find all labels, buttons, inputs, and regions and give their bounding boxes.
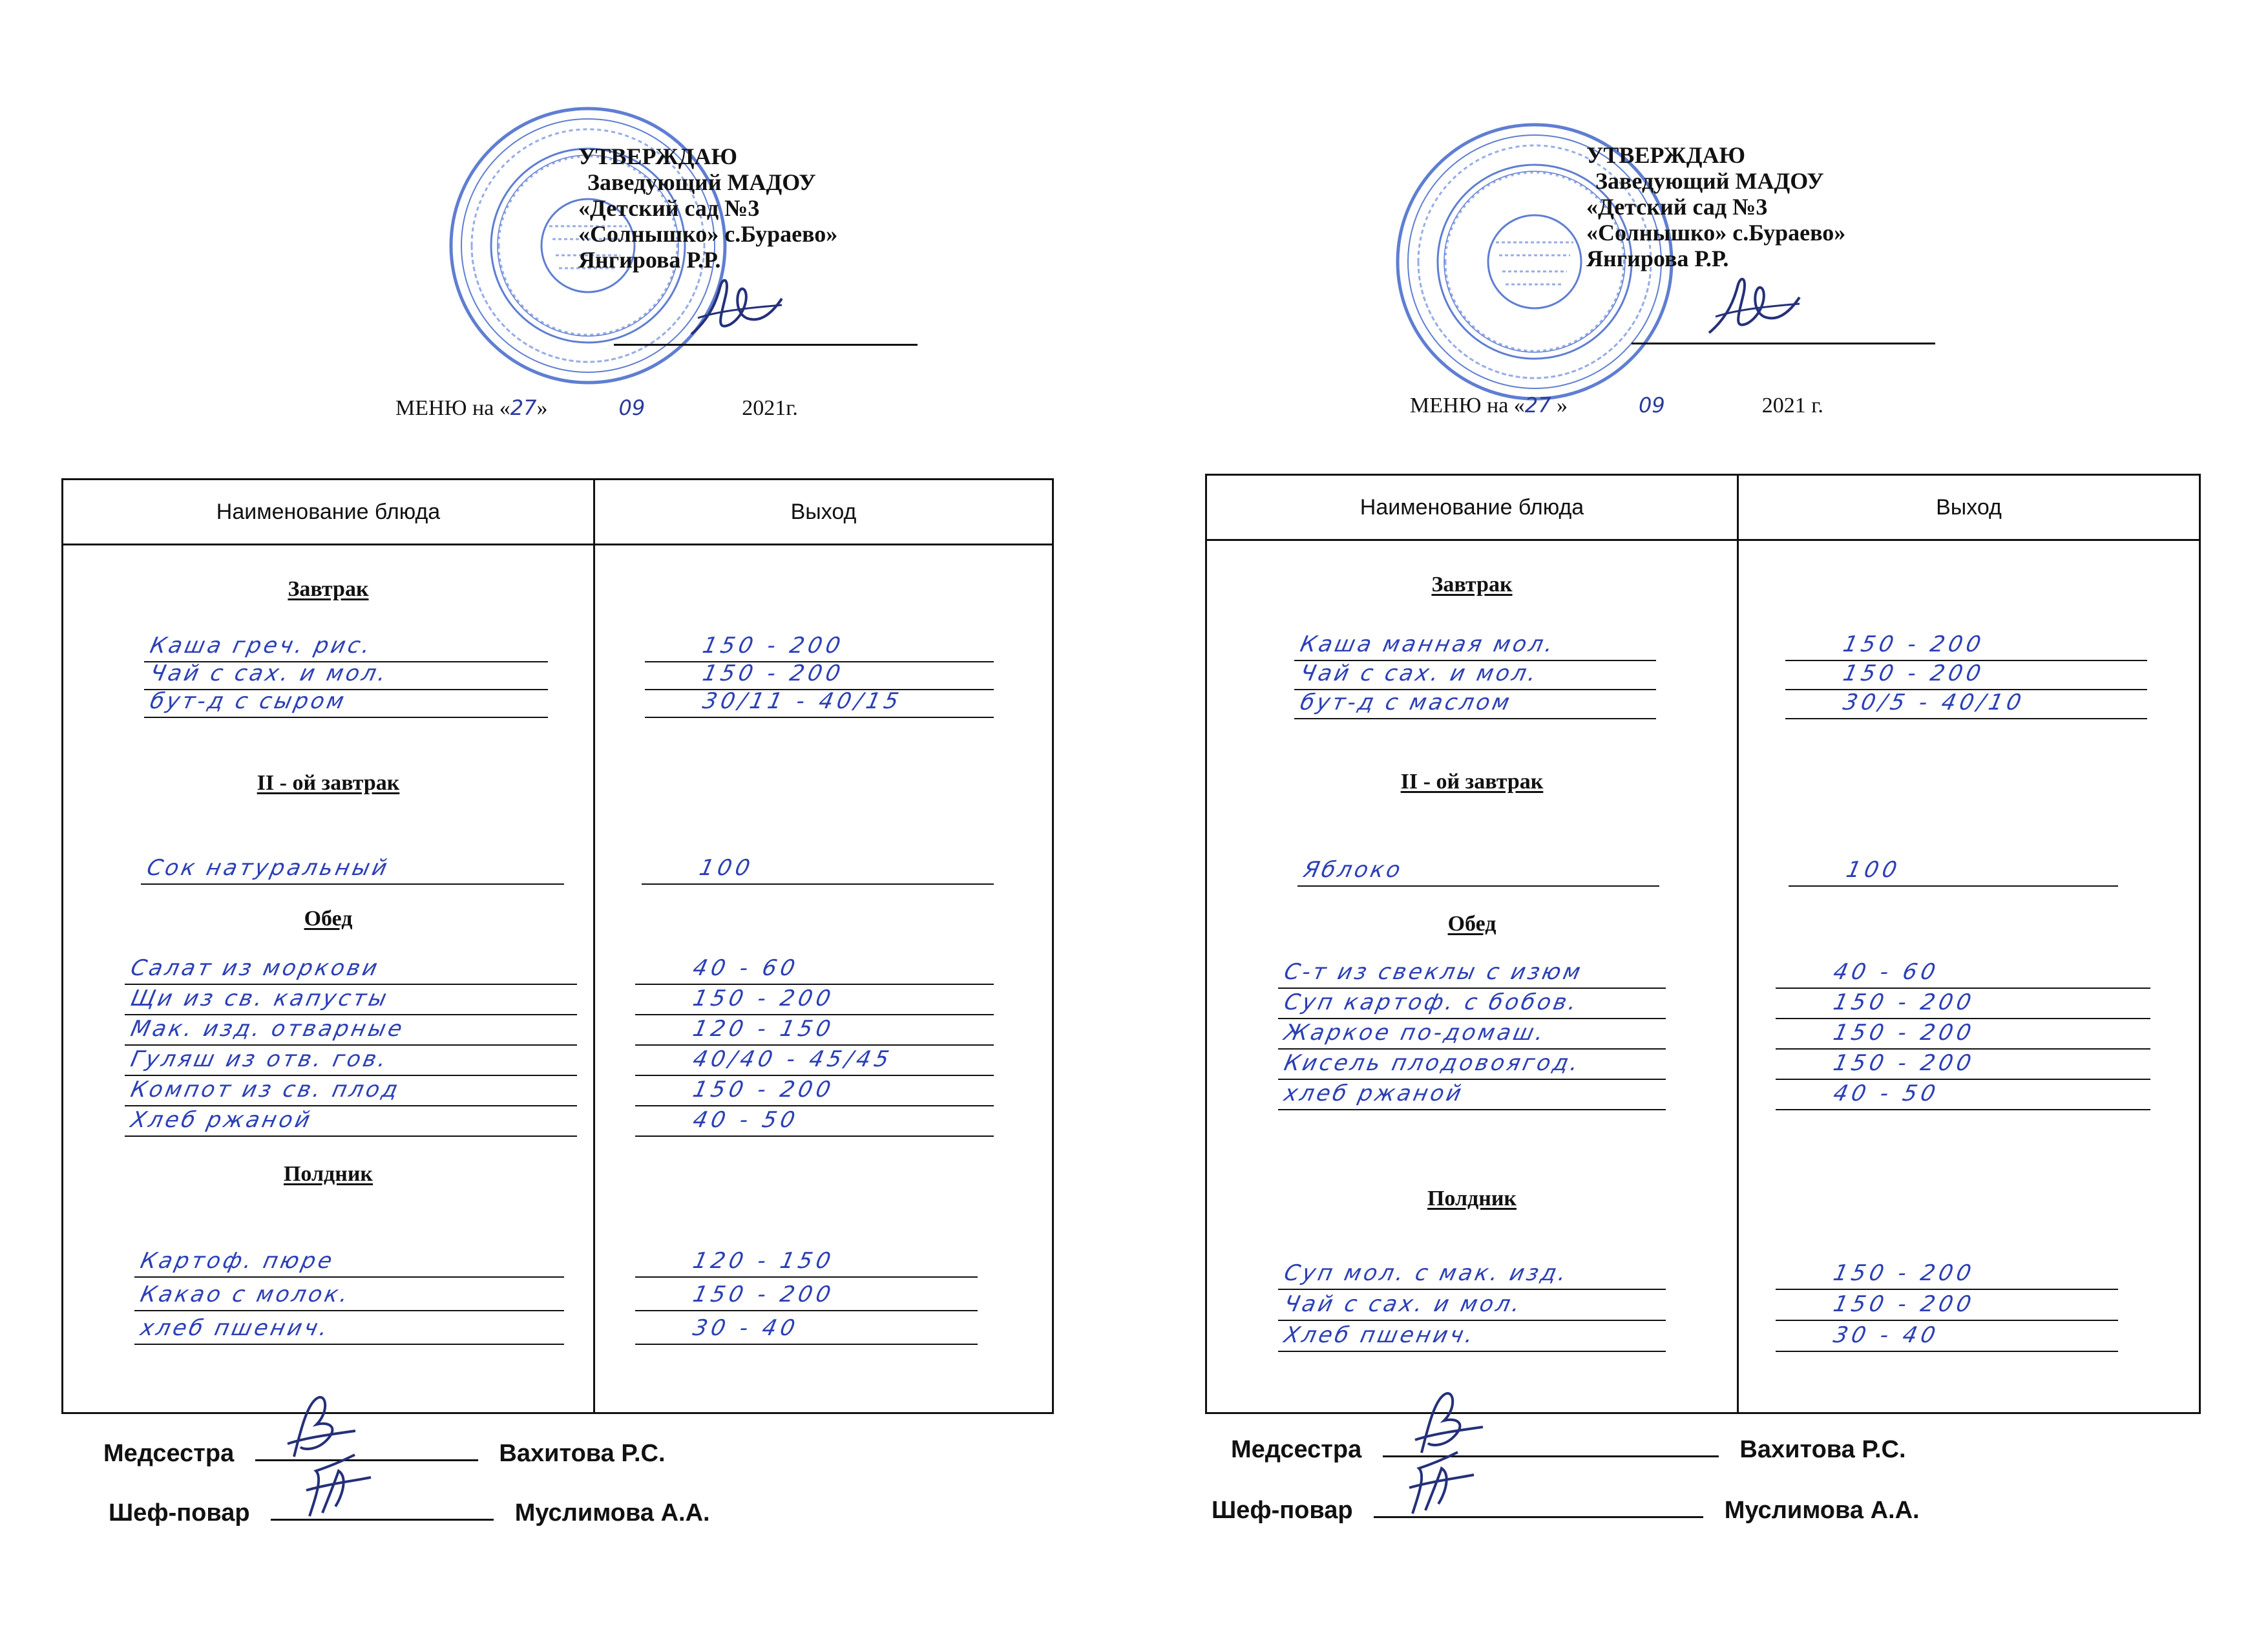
dish-output-row — [635, 1315, 978, 1345]
dish-output: 120 - 150 — [690, 1248, 837, 1274]
section-title-second-breakfast: II - ой завтрак — [1400, 770, 1544, 794]
section-title-snack: Полдник — [1427, 1187, 1517, 1210]
chef-signature — [1400, 1449, 1477, 1520]
dish-name: Гуляш из отв. гов. — [128, 1046, 392, 1072]
dish-output-row — [1776, 1081, 2150, 1110]
dish-output: 150 - 200 — [700, 633, 846, 659]
menu-table — [1205, 474, 2201, 1414]
date-day: 27 — [510, 396, 537, 420]
dish-name-row — [1278, 1020, 1666, 1050]
dish-output: 40 - 50 — [1831, 1081, 1942, 1106]
dish-output-row — [1776, 1050, 2150, 1080]
chef-signature-row — [109, 1499, 710, 1527]
section-title-breakfast: Завтрак — [1431, 573, 1513, 597]
dish-output: 150 - 200 — [700, 660, 846, 686]
column-divider — [593, 480, 595, 1412]
dish-output: 40 - 50 — [690, 1107, 801, 1133]
approval-org-line-2: «Солнышко» с.Бураево» — [578, 221, 838, 247]
date-month: 09 — [1639, 393, 1665, 417]
date-prefix: МЕНЮ на « — [395, 396, 510, 420]
dish-output-row — [635, 1077, 994, 1106]
chef-signature — [297, 1452, 374, 1523]
dish-name-row — [1278, 1050, 1666, 1080]
dish-name-row — [1294, 660, 1656, 690]
dish-name: Суп картоф. с бобов. — [1281, 989, 1582, 1015]
nurse-name: Вахитова Р.С. — [1739, 1436, 1906, 1463]
dish-output: 150 - 200 — [1831, 1050, 1977, 1076]
date-year: 2021 г. — [1761, 394, 1823, 417]
approval-position: Заведующий МАДОУ — [587, 169, 816, 195]
dish-output: 150 - 200 — [690, 986, 837, 1011]
menu-date — [395, 396, 798, 421]
approval-title: УТВЕРЖДАЮ — [578, 143, 738, 169]
chef-signature-row — [1212, 1497, 1920, 1525]
dish-name-row — [1278, 1260, 1666, 1290]
dish-output: 30 - 40 — [1831, 1322, 1942, 1348]
dish-output-row — [1785, 660, 2147, 690]
dish-name: Яблоко — [1301, 857, 1405, 883]
header-dish-name: Наименование блюда — [1360, 495, 1584, 520]
dish-name-row — [144, 660, 548, 690]
dish-output-row — [645, 633, 994, 662]
dish-output: 150 - 200 — [690, 1282, 837, 1307]
dish-name-row — [125, 955, 577, 985]
section-title-lunch: Обед — [304, 907, 353, 931]
menu-date — [1410, 393, 1823, 418]
date-mid: » — [1551, 394, 1568, 417]
dish-name-row — [134, 1248, 564, 1278]
approval-person: Янгирова Р.Р. — [1586, 246, 1729, 271]
dish-name-row — [1278, 1081, 1666, 1110]
dish-output: 30/11 - 40/15 — [700, 688, 905, 714]
dish-output-row — [1776, 1291, 2118, 1321]
chef-signature-blank — [271, 1519, 494, 1521]
nurse-label: Медсестра — [103, 1440, 235, 1467]
nurse-name: Вахитова Р.С. — [499, 1440, 666, 1467]
dish-output-row — [635, 986, 994, 1015]
dish-output: 150 - 200 — [1831, 1260, 1977, 1286]
chef-name: Муслимова А.А. — [514, 1499, 710, 1527]
dish-name: Сок натуральный — [144, 855, 392, 881]
dish-output-row — [635, 1016, 994, 1046]
dish-output-row — [1776, 1260, 2118, 1290]
dish-name-row — [1278, 989, 1666, 1019]
dish-name: Салат из моркови — [128, 955, 383, 981]
dish-output-row — [1776, 1322, 2118, 1352]
dish-output: 150 - 200 — [1831, 1291, 1977, 1317]
approval-block — [1586, 142, 1935, 344]
dish-name-row — [1297, 857, 1659, 887]
dish-output: 150 - 200 — [1831, 1020, 1977, 1046]
nurse-label: Медсестра — [1231, 1436, 1362, 1463]
dish-name-row — [134, 1315, 564, 1345]
dish-name: Хлеб ржаной — [128, 1107, 315, 1133]
dish-name: Щи из св. капусты — [128, 986, 392, 1011]
dish-name-row — [125, 986, 577, 1015]
dish-output-row — [635, 1248, 978, 1278]
dish-output: 150 - 200 — [1840, 660, 1987, 686]
nurse-signature-row — [1231, 1436, 1906, 1464]
dish-output-row — [635, 955, 994, 985]
director-signature-line — [1632, 271, 1935, 344]
dish-output: 150 - 200 — [690, 1077, 837, 1103]
dish-output-row — [635, 1282, 978, 1311]
dish-output-row — [1776, 959, 2150, 989]
dish-output-row — [1776, 989, 2150, 1019]
dish-output: 30 - 40 — [690, 1315, 801, 1341]
dish-name-row — [125, 1077, 577, 1106]
dish-output-row — [645, 660, 994, 690]
approval-title: УТВЕРЖДАЮ — [1586, 142, 1746, 168]
dish-name-row — [125, 1016, 577, 1046]
section-title-snack: Полдник — [283, 1162, 373, 1186]
date-year: 2021г. — [742, 396, 798, 420]
dish-name-row — [144, 633, 548, 662]
dish-name: Кисель плодовоягод. — [1281, 1050, 1584, 1076]
dish-name-row — [134, 1282, 564, 1311]
dish-output-row — [1785, 690, 2147, 719]
date-prefix: МЕНЮ на « — [1410, 394, 1525, 417]
dish-name-row — [125, 1046, 577, 1076]
dish-name: хлеб пшенич. — [138, 1315, 333, 1341]
dish-name: Жаркое по-домаш. — [1281, 1020, 1549, 1046]
nurse-signature-row — [103, 1440, 666, 1468]
chef-label: Шеф-повар — [109, 1499, 250, 1527]
dish-name: Чай с сах. и мол. — [1297, 660, 1541, 686]
date-day: 27 — [1524, 393, 1551, 417]
header-divider — [1207, 539, 2199, 541]
menu-sheet-right — [1134, 0, 2268, 1648]
dish-output-row — [1776, 1020, 2150, 1050]
section-title-breakfast: Завтрак — [288, 577, 369, 601]
director-signature — [685, 273, 788, 344]
dish-name-row — [1278, 959, 1666, 989]
dish-name: С-т из свеклы с изюм — [1281, 959, 1586, 985]
dish-name-row — [1294, 631, 1656, 661]
dish-output: 150 - 200 — [1831, 989, 1977, 1015]
dish-name: Каша манная мол. — [1297, 631, 1559, 657]
dish-name-row — [144, 688, 548, 718]
dish-output-row — [635, 1046, 994, 1076]
approval-org-line-1: «Детский сад №3 — [578, 195, 760, 221]
chef-name: Муслимова А.А. — [1724, 1497, 1920, 1524]
dish-name-row — [1278, 1291, 1666, 1321]
dish-output: 120 - 150 — [690, 1016, 837, 1042]
dish-output-row — [1789, 857, 2118, 887]
menu-table — [61, 478, 1054, 1414]
header-output: Выход — [1936, 495, 2002, 520]
chef-signature-blank — [1374, 1516, 1703, 1518]
dish-output: 150 - 200 — [1840, 631, 1987, 657]
dish-output: 100 — [697, 855, 757, 881]
section-title-lunch: Обед — [1447, 912, 1496, 936]
dish-output: 40 - 60 — [1831, 959, 1942, 985]
approval-org-line-1: «Детский сад №3 — [1586, 194, 1768, 220]
approval-position: Заведующий МАДОУ — [1595, 168, 1824, 194]
dish-name: хлеб ржаной — [1281, 1081, 1466, 1106]
dish-name-row — [1278, 1322, 1666, 1352]
dish-output: 40/40 - 45/45 — [690, 1046, 896, 1072]
approval-org-line-2: «Солнышко» с.Бураево» — [1586, 220, 1846, 246]
dish-name-row — [141, 855, 564, 885]
dish-output: 30/5 - 40/10 — [1840, 690, 2028, 715]
dish-name: Чай с сах. и мол. — [147, 660, 391, 686]
director-signature — [1703, 271, 1806, 343]
date-month: 09 — [618, 396, 646, 420]
director-signature-line — [614, 273, 918, 346]
header-divider — [63, 544, 1052, 545]
dish-name: Чай с сах. и мол. — [1281, 1291, 1525, 1317]
chef-label: Шеф-повар — [1212, 1497, 1353, 1524]
approval-person: Янгирова Р.Р. — [578, 247, 721, 273]
dish-output-row — [645, 688, 994, 718]
header-output: Выход — [790, 500, 857, 524]
dish-name: Картоф. пюре — [138, 1248, 337, 1274]
dish-output-row — [642, 855, 994, 885]
approval-block — [578, 143, 918, 346]
dish-name: бут-д с маслом — [1297, 690, 1515, 715]
dish-name: Суп мол. с мак. изд. — [1281, 1260, 1571, 1286]
dish-name: Каша греч. рис. — [147, 633, 375, 659]
dish-output-row — [1785, 631, 2147, 661]
dish-output: 40 - 60 — [690, 955, 801, 981]
dish-name: Какао с молок. — [138, 1282, 353, 1307]
dish-name-row — [125, 1107, 577, 1137]
section-title-second-breakfast: II - ой завтрак — [257, 771, 400, 795]
dish-name: Мак. изд. отварные — [128, 1016, 407, 1042]
dish-name-row — [1294, 690, 1656, 719]
dish-output: 100 — [1843, 857, 1904, 883]
dish-name: Хлеб пшенич. — [1281, 1322, 1478, 1348]
dish-name: Компот из св. плод — [128, 1077, 403, 1103]
header-dish-name: Наименование блюда — [216, 500, 441, 524]
dish-output-row — [635, 1107, 994, 1137]
dish-name: бут-д с сыром — [147, 688, 349, 714]
column-divider — [1737, 476, 1739, 1412]
date-mid: » — [536, 396, 548, 420]
